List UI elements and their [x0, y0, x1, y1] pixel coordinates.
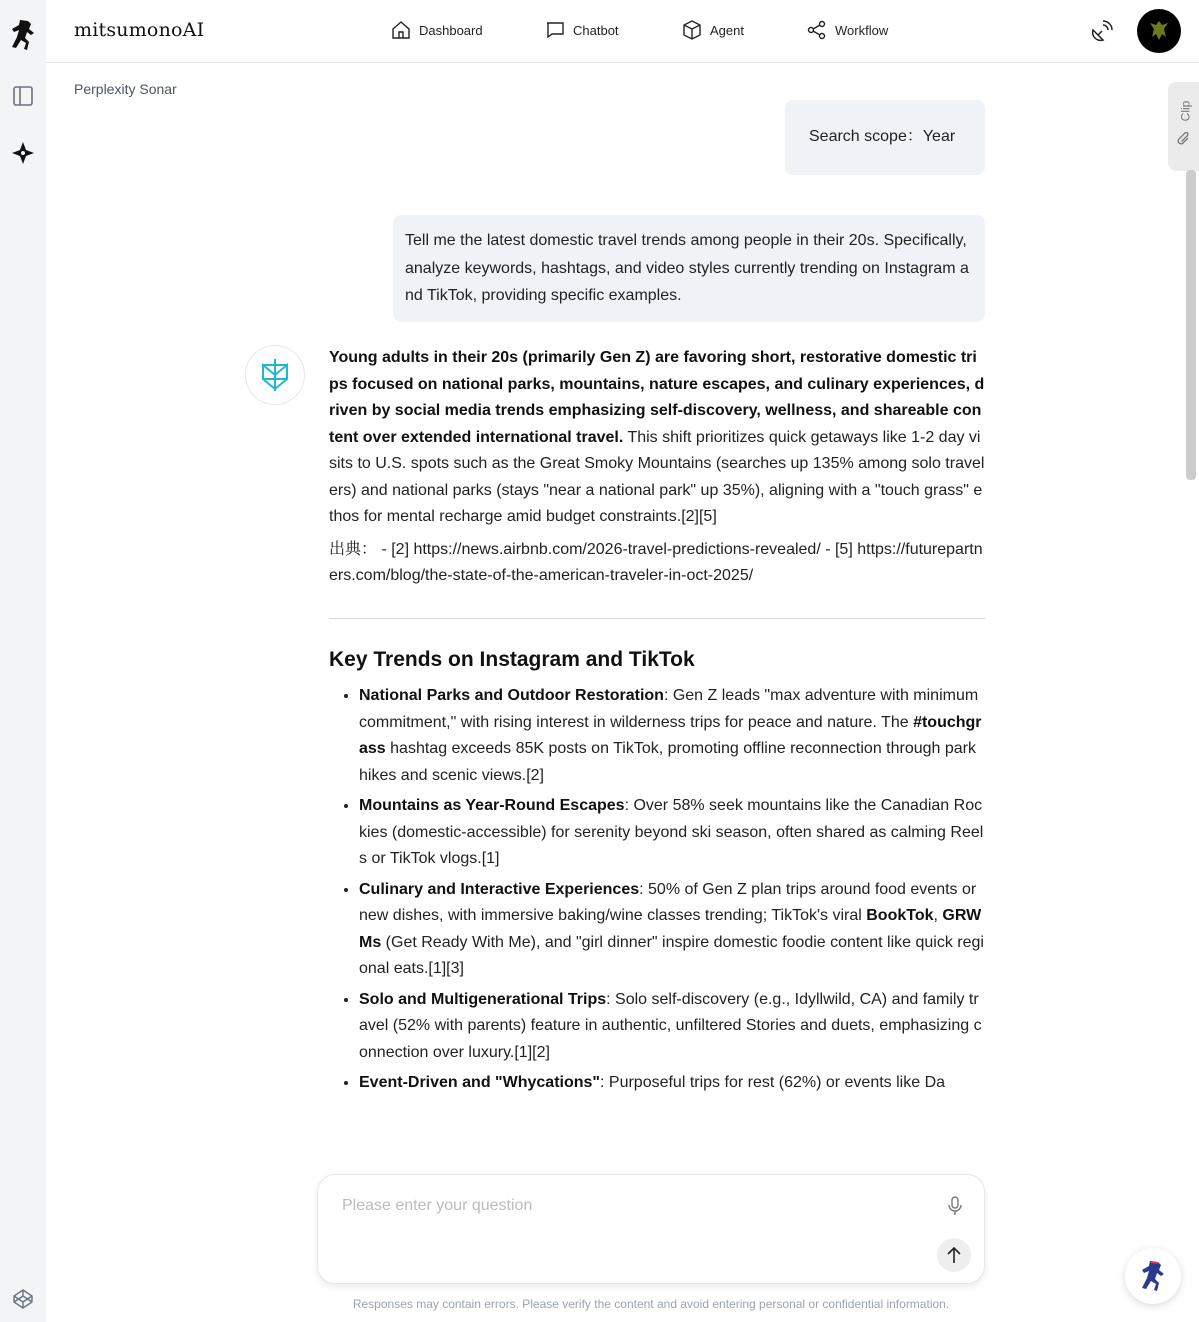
sources[interactable]: 出典： - [2] https://news.airbnb.com/2026-travel-predictions-revealed/ - [5] https://futurepartners.com/blog/the-state-of-the-american-traveler-in-oct-2025/ — [329, 540, 983, 584]
share-nodes-icon — [807, 20, 827, 40]
nav-label: Workflow — [835, 22, 889, 38]
scrollbar-thumb[interactable] — [1186, 170, 1196, 480]
perplexity-avatar — [245, 345, 305, 405]
nav-label: Chatbot — [573, 22, 619, 38]
search-scope-bubble: Search scope：Year — [785, 100, 985, 175]
arrow-up-icon — [946, 1246, 962, 1264]
home-icon — [391, 20, 411, 40]
nav-workflow[interactable] — [807, 20, 888, 40]
list-item: • Event-Driven and "Whycations": Purposeful trips for rest (62%) or events like Da — [359, 1070, 985, 1097]
assistant-answer — [329, 345, 985, 1101]
clip-tab[interactable] — [1168, 82, 1199, 171]
question-input[interactable] — [342, 1197, 902, 1215]
ninja-mascot-icon — [1136, 1259, 1170, 1293]
nav-dashboard[interactable] — [391, 20, 483, 40]
answer-summary: Young adults in their 20s (primarily Gen Z) are favoring short, restorative domestic trips focused on national parks, mountains, nature escapes, and culinary experiences, driven by social media trends emphasizing self-discovery, wellness, and shareable content over extended international travel. — [329, 349, 985, 446]
nav-label: Dashboard — [419, 22, 483, 38]
list-item: • Culinary and Interactive Experiences: 50% of Gen Z plan trips around food events or new dishes, with immersive baking/wine classes trending; TikTok's viral BookTok, GRWMs (Get Ready With Me), and "girl dinner" inspire domestic foodie content like quick regional eats.[1][3] — [359, 877, 985, 983]
section-heading: Key Trends on Instagram and TikTok — [329, 647, 695, 671]
disclaimer: Responses may contain errors. Please verify the content and avoid entering personal or confidential information. — [352, 1297, 950, 1311]
list-item: • National Parks and Outdoor Restoration: Gen Z leads "max adventure with minimum commitment," with rising interest in wilderness trips for peace and nature. The #touchgrass hashtag exceeds 85K posts on TikTok, promoting offline reconnection through park hikes and scenic views.[2] — [359, 683, 985, 789]
sparkle-icon[interactable] — [8, 138, 38, 168]
nav-chatbot[interactable] — [545, 20, 619, 40]
sidebar-toggle-icon[interactable] — [8, 81, 38, 111]
cube-icon — [682, 20, 702, 40]
question-input-box — [317, 1174, 985, 1284]
codepen-icon[interactable] — [8, 1284, 38, 1314]
answer-body: This shift prioritizes quick getaways like 1-2 day visits to U.S. spots such as the Great Smoky Mountains (searches up 135% among solo travelers) and national parks (stays "near a national park" up 35%), aligning with a "touch grass" ethos for mental recharge amid budget constraints.[2][5] — [329, 428, 985, 525]
microphone-icon[interactable] — [946, 1195, 964, 1217]
paperclip-icon — [1176, 132, 1191, 147]
nav-agent[interactable] — [682, 20, 744, 40]
satellite-dish-icon[interactable] — [1089, 20, 1113, 49]
top-header — [46, 0, 1199, 63]
trend-list — [329, 683, 985, 1097]
nav-label: Agent — [710, 22, 744, 38]
clip-label: Clip — [1178, 100, 1193, 122]
ninja-logo-icon[interactable] — [8, 20, 38, 50]
send-button[interactable] — [937, 1238, 971, 1272]
chat-bubble-icon — [545, 20, 565, 40]
assistant-fab-button[interactable] — [1125, 1248, 1181, 1304]
model-name: Perplexity Sonar — [74, 81, 177, 97]
divider — [329, 618, 985, 619]
app-logo[interactable]: mitsumonoAI — [74, 19, 205, 41]
perplexity-logo-icon — [259, 357, 291, 393]
list-item: • Solo and Multigenerational Trips: Solo self-discovery (e.g., Idyllwild, CA) and family travel (52% with parents) feature in authentic, unfiltered Stories and duets, emphasizing connection over luxury.[1][2] — [359, 987, 985, 1067]
user-message: Tell me the latest domestic travel trends among people in their 20s. Specifically, analyze keywords, hashtags, and video styles currently trending on Instagram and TikTok, providing specific examples. — [393, 215, 985, 322]
sidebar — [0, 0, 46, 1322]
user-avatar[interactable] — [1137, 9, 1181, 53]
list-item: • Mountains as Year-Round Escapes: Over 58% seek mountains like the Canadian Rockies (domestic-accessible) for serenity beyond ski season, often shared as calming Reels or TikTok vlogs.[1] — [359, 793, 985, 873]
